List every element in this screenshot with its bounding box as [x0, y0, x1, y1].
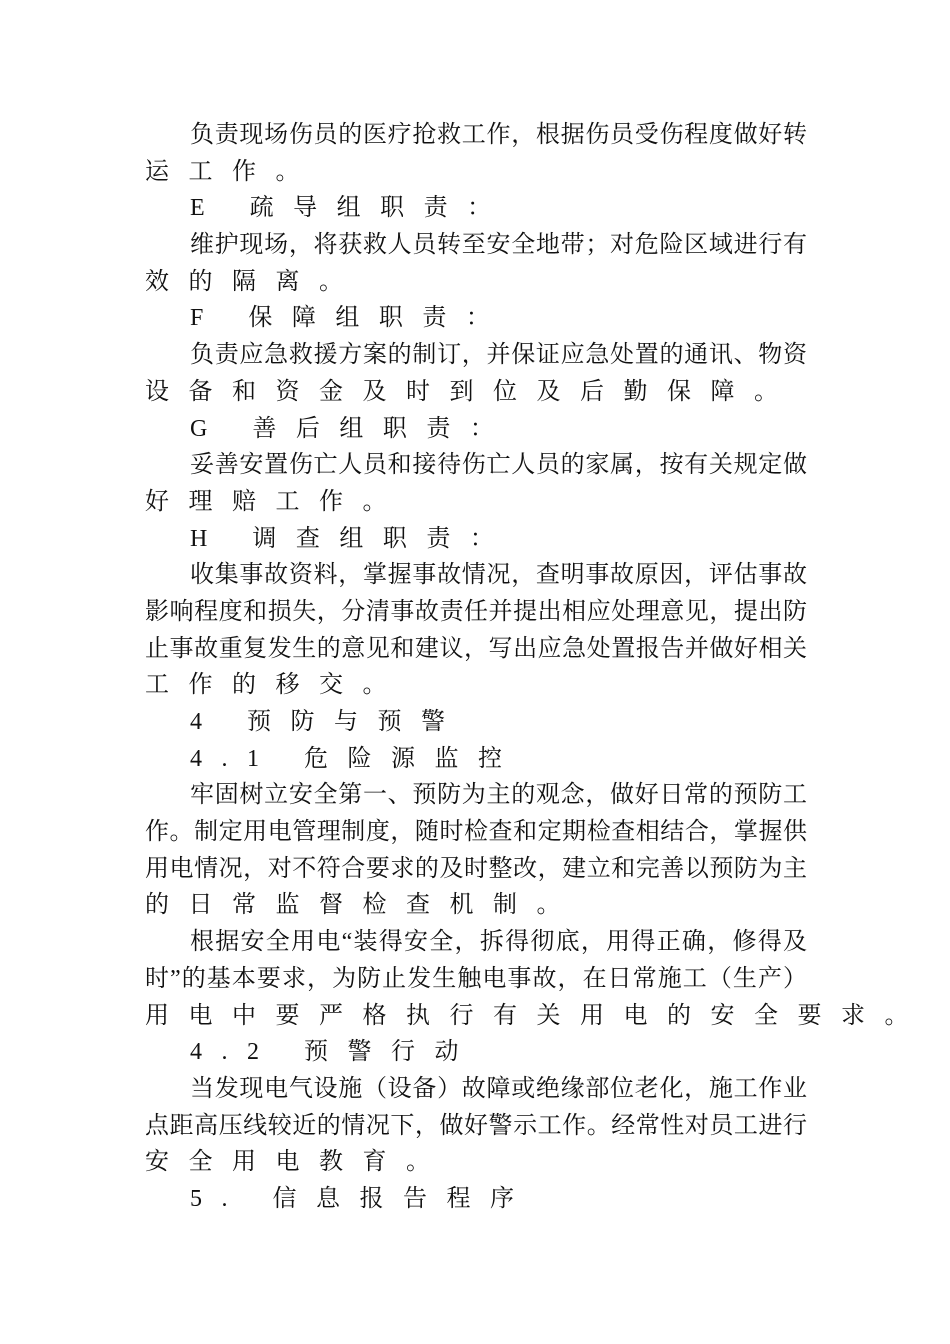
text-line: G 善后组职责：	[190, 415, 514, 442]
document-body	[145, 117, 928, 1218]
text-line: 根据安全用电“装得安全，拆得彻底，用得正确，修得及	[190, 929, 807, 956]
text-line: 用电情况，对不符合要求的及时整改，建立和完善以预防为主	[145, 855, 807, 882]
text-line: 运工作。	[145, 158, 319, 185]
text-line: 负责应急救援方案的制订，并保证应急处置的通讯、物资	[190, 342, 807, 369]
text-line: 负责现场伤员的医疗抢救工作，根据伤员受伤程度做好转	[190, 122, 807, 148]
text-line: 安全用电教育。	[145, 1149, 450, 1176]
text-line: 好理赔工作。	[145, 488, 406, 515]
text-line: 牢固树立安全第一、预防为主的观念，做好日常的预防工	[190, 782, 807, 809]
text-line: 效的隔离。	[145, 268, 363, 295]
text-line: H 调查组职责：	[190, 525, 514, 552]
text-line: E 疏导组职责：	[190, 195, 511, 222]
text-line: 的日常监督检查机制。	[145, 892, 580, 919]
text-line: 4.1 危险源监控	[190, 745, 522, 772]
text-line: 妥善安置伤亡人员和接待伤亡人员的家属，按有关规定做	[190, 452, 807, 479]
text-line: 5. 信息报告程序	[190, 1185, 534, 1212]
text-line: 用电中要严格执行有关用电的安全要求。	[145, 1002, 928, 1029]
text-line: 设备和资金及时到位及后勤保障。	[145, 378, 798, 405]
text-line: 作。制定用电管理制度，随时检查和定期检查相结合，掌握供	[145, 819, 807, 846]
text-line: 影响程度和损失，分清事故责任并提出相应处理意见，提出防	[145, 598, 807, 625]
text-line: 4.2 预警行动	[190, 1039, 478, 1066]
text-line: F 保障组职责：	[190, 305, 510, 332]
text-line: 点距高压线较近的情况下，做好警示工作。经常性对员工进行	[145, 1112, 807, 1139]
text-line: 时”的基本要求，为防止发生触电事故，在日常施工（生产）	[145, 965, 807, 992]
text-line: 工作的移交。	[145, 672, 406, 699]
text-line: 收集事故资料，掌握事故情况，查明事故原因，评估事故	[190, 562, 807, 589]
text-line: 维护现场，将获救人员转至安全地带；对危险区域进行有	[190, 232, 807, 259]
text-line: 止事故重复发生的意见和建议，写出应急处置报告并做好相关	[145, 635, 807, 662]
text-line: 当发现电气设施（设备）故障或绝缘部位老化，施工作业	[190, 1075, 807, 1102]
text-line: 4 预防与预警	[190, 709, 465, 735]
